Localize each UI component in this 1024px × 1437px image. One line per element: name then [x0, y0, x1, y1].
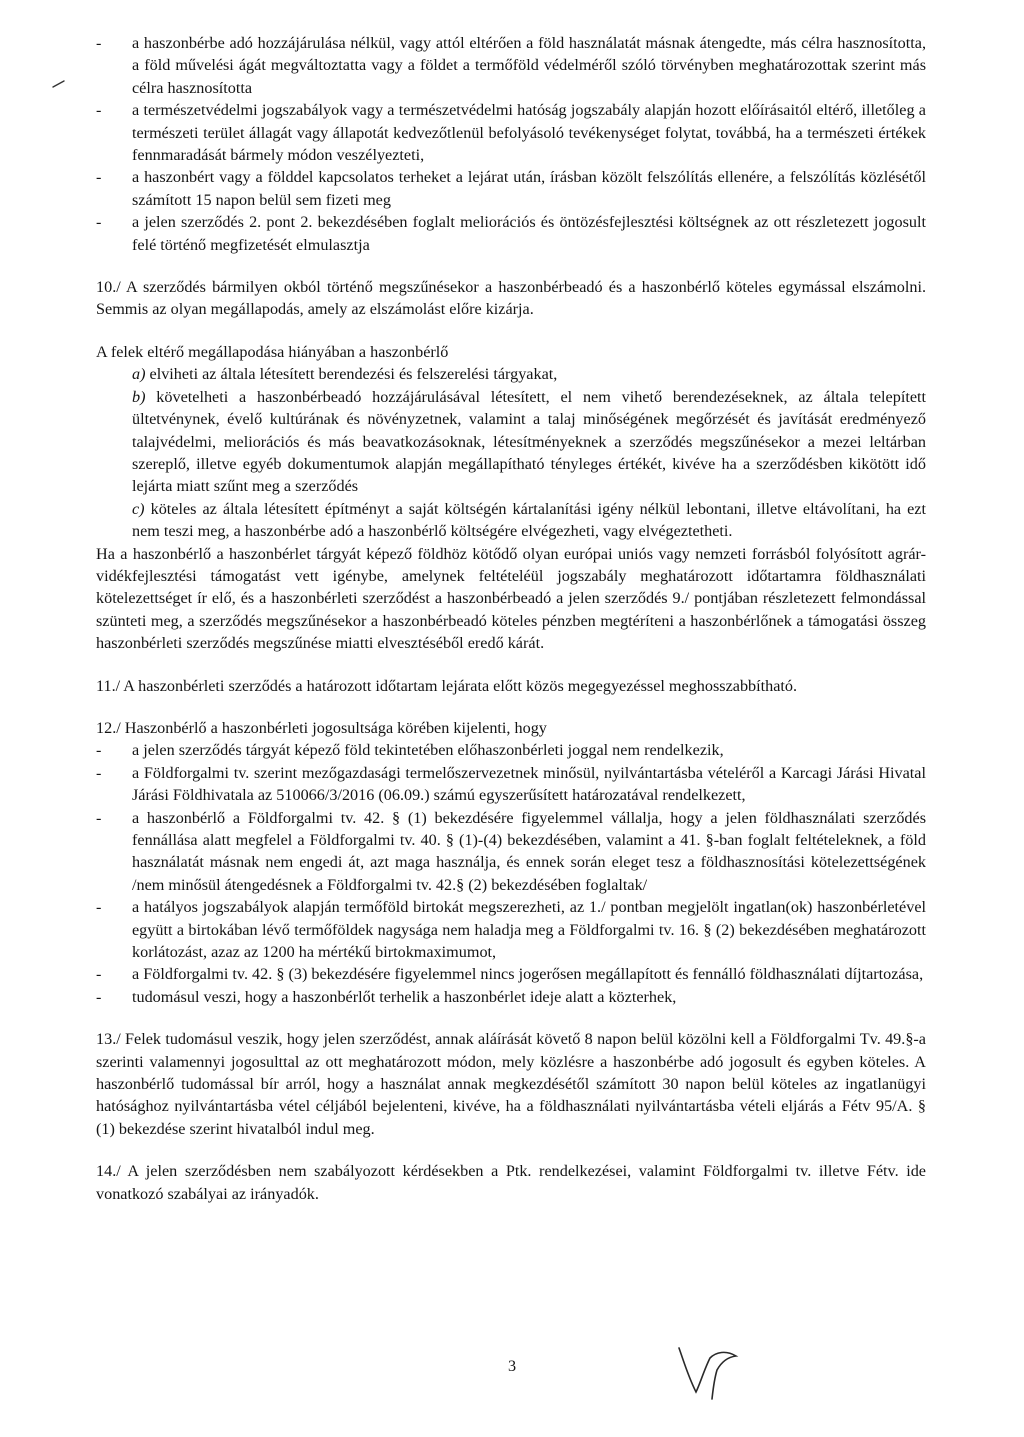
section-12-list — [96, 739, 926, 1008]
section-12-intro: 12./ Haszonbérlő a haszonbérleti jogosultsága körében kijelenti, hogy — [96, 718, 547, 737]
margin-mark-icon — [52, 80, 66, 88]
list-item: - a jelen szerződés 2. pont 2. bekezdésében foglalt meliorációs és öntözésfejlesztési költségnek az ott részletezett jogosult felé történő megfizetését elmulasztja — [96, 211, 926, 256]
document-page — [96, 32, 926, 1205]
initials-signature-icon — [676, 1344, 748, 1402]
item-b — [96, 386, 926, 498]
item-b-text: követelheti a haszonbérbeadó hozzájárulásával létesített, el nem vihető berendezéseknek, az általa telepített ültetvénynek, évelő kultúrának és növényzetnek, valamint a talaj minőségének megőrzését és javítását eredményező talajvédelmi, meliorációs és más beavatkozásoknak, létesítményeknek a szerződés megszűnésekor a mezei leltárban szereplő, illetve egyéb dokumentumok alapján megállapítható tényleges értékét, kivéve ha a szerződésben kikötött idő lejárta miatt szűnt meg a szerződés — [132, 387, 926, 496]
list-item: - a természetvédelmi jogszabályok vagy a természetvédelmi hatóság jogszabály alapján hozott előírásaitól eltérő, illetőleg a természeti terület állagát vagy állapotát kedvezőtlenül befolyásoló tevékenységet folytat, továbbá, ha a természeti értékek fennmaradását bármely módon veszélyezteti, — [96, 99, 926, 166]
list-item: - a haszonbérlő a Földforgalmi tv. 42. § (1) bekezdésére figyelemmel vállalja, hogy a jelen földhasználati szerződés fennállása alatt megfelel a Földforgalmi tv. 40. § (1)-(4) bekezdésében, valamint a 41. §-ban foglalt feltételeknek, a föld használatát másnak nem engedi át, azt maga használja, és ennek során eleget tesz a földhasznosítási kötelezettségének /nem minősül átengedésnek a Földforgalmi tv. 42.§ (2) bekezdésében foglaltak/ — [96, 807, 926, 897]
item-c-label: c) — [132, 499, 145, 518]
item-c-text: köteles az általa létesített építményt a saját költségén kártalanítási igény nélkül lebontani, illetve eltávolítani, ha ezt nem teszi meg, a haszonbérbe adó a haszonbérlő költségére elvégezheti, vagy elvégeztetheti. — [132, 499, 926, 541]
item-a-text: elviheti az általa létesített berendezési és felszerelési tárgyakat, — [145, 365, 558, 384]
eu-support-paragraph: Ha a haszonbérlő a haszonbérlet tárgyát képező földhöz kötődő olyan európai uniós vagy nemzeti forrásból folyósított agrár-vidékfejlesztési támogatást vett igénybe, amelynek feltételéül jogszabály meghatározott időtartamra földhasználati kötelezettséget ír elő, és a haszonbérleti szerződést a haszonbérbeadó a jelen szerződés 9./ pontjában részletezett felmondással szünteti meg, a szerződés megszűnésekor a haszonbérbeadó köteles pénzben megtéríteni a haszonbérlőnek a támogatási összeg haszonbérleti szerződés megszűnése miatti elvesztéséből eredő kárát. — [96, 544, 926, 653]
item-a — [96, 363, 926, 385]
list-item: - a jelen szerződés tárgyát képező föld tekintetében előhaszonbérleti joggal nem rendelkezik, — [96, 739, 926, 761]
list-item: - a hatályos jogszabályok alapján termőföld birtokát megszerezheti, az 1./ pontban megjelölt ingatlan(ok) haszonbérletével együtt a birtokában lévő termőföldek nagysága nem haladja meg a Földforgalmi tv. 16. § (2) bekezdésében meghatározott korlátozást, azaz az 1200 ha mértékű birtokmaximumot, — [96, 896, 926, 963]
section-10: 10./ A szerződés bármilyen okból történő megszűnésekor a haszonbérbeadó és a haszonbérlő köteles egymással elszámolni. Semmis az olyan megállapodás, amely az elszámolást előre kizárja. — [96, 278, 926, 319]
list-item: - a Földforgalmi tv. szerint mezőgazdasági termelőszervezetnek minősül, nyilvántartásba vételéről a Karcagi Járási Hivatal Járási Földhivatala az 510066/3/2016 (06.09.) számú egyszerűsített határozatával rendelkezett, — [96, 762, 926, 807]
page-number: 3 — [507, 1357, 517, 1375]
item-b-label: b) — [132, 387, 146, 406]
section-11: 11./ A haszonbérleti szerződés a határozott időtartam lejárata előtt közös megegyezéssel meghosszabbítható. — [96, 676, 798, 695]
list-item: - tudomásul veszi, hogy a haszonbérlőt terhelik a haszonbérlet ideje alatt a közterhek, — [96, 986, 926, 1008]
termination-conditions-list — [96, 32, 926, 256]
felek-intro: A felek eltérő megállapodása hiányában a haszonbérlő — [96, 342, 449, 361]
list-item: - a haszonbérbe adó hozzájárulása nélkül, vagy attól eltérően a föld használatát másnak átengedte, más célra hasznosította, a föld művelési ágát megváltoztatta vagy a földet a termőföld védelméről szóló törvényben meghatározottak szerint más célra hasznosította — [96, 32, 926, 99]
item-a-label: a) — [132, 365, 146, 384]
list-item: - a Földforgalmi tv. 42. § (3) bekezdésére figyelemmel nincs jogerősen megállapított és fennálló földhasználati díjtartozása, — [96, 963, 926, 985]
list-item: - a haszonbért vagy a földdel kapcsolatos terheket a lejárat után, írásban közölt felszólítás ellenére, a felszólítás közlésétől számított 15 napon belül sem fizeti meg — [96, 166, 926, 211]
section-13: 13./ Felek tudomásul veszik, hogy jelen szerződést, annak aláírását követő 8 napon belül közölni kell a Földforgalmi Tv. 49.§-a szerinti valamennyi jogosulttal az ott meghatározott módon, mely közlésre a haszonbérbe adó jogosult és egyben köteles. A haszonbérlő tudomással bír arról, hogy a használat annak megkezdésétől számított 30 napon belül köteles az ingatlanügyi hatósághoz nyilvántartásba vétel céljából bejelenteni, kivéve, ha a földhasználati nyilvántartásba vételi eljárás a Fétv 95/A. § (1) bekezdése szerint hivatalból indul meg. — [96, 1030, 926, 1138]
section-14: 14./ A jelen szerződésben nem szabályozott kérdésekben a Ptk. rendelkezései, valamint Földforgalmi tv. illetve Fétv. ide vonatkozó szabályai az irányadók. — [96, 1162, 926, 1203]
item-c — [96, 498, 926, 543]
